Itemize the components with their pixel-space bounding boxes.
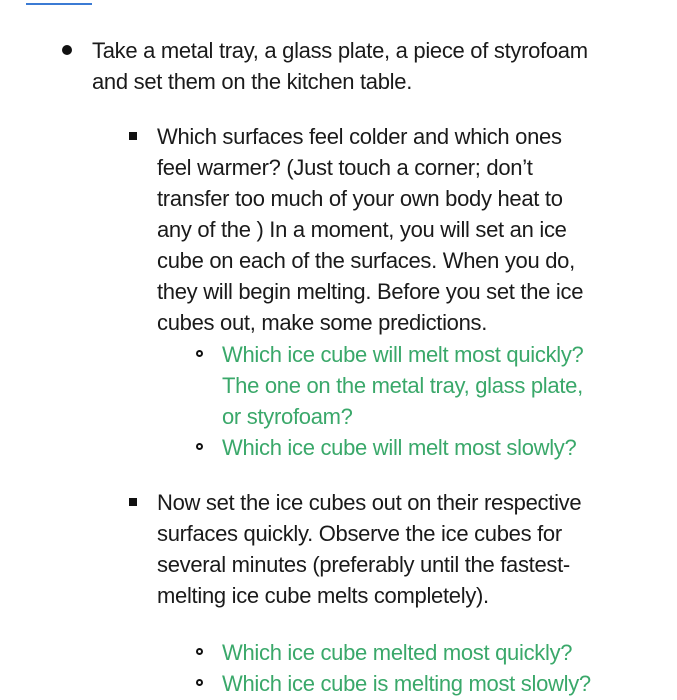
circle-bullet-icon xyxy=(196,350,203,357)
question1-sub1-line: The one on the metal tray, glass plate, xyxy=(222,373,583,398)
question1-sub2-line: Which ice cube will melt most slowly? xyxy=(222,435,577,460)
question1-line: any of the ) In a moment, you will set an ice xyxy=(157,217,567,242)
circle-bullet-icon xyxy=(196,648,203,655)
question2-line: Now set the ice cubes out on their respective xyxy=(157,490,582,515)
question2-sub1-line: Which ice cube melted most quickly? xyxy=(222,640,573,665)
level1-line: Take a metal tray, a glass plate, a piece of styrofoam xyxy=(92,38,588,63)
question1-line: Which surfaces feel colder and which ones xyxy=(157,124,562,149)
question1-sub1-line: Which ice cube will melt most quickly? xyxy=(222,342,584,367)
question1-line: cubes out, make some predictions. xyxy=(157,310,488,335)
question1-line: transfer too much of your own body heat to xyxy=(157,186,563,211)
level1-line: and set them on the kitchen table. xyxy=(92,69,413,94)
circle-bullet-icon xyxy=(196,443,203,450)
square-bullet-icon xyxy=(129,498,137,506)
question2-sub2-line: Which ice cube is melting most slowly? xyxy=(222,671,591,696)
question1-line: feel warmer? (Just touch a corner; don’t xyxy=(157,155,533,180)
question2-line: several minutes (preferably until the fastest- xyxy=(157,552,570,577)
question2-line: surfaces quickly. Observe the ice cubes for xyxy=(157,521,562,546)
disc-bullet-icon xyxy=(62,45,72,55)
question2-line: melting ice cube melts completely). xyxy=(157,583,489,608)
question1-sub1-line: or styrofoam? xyxy=(222,404,353,429)
circle-bullet-icon xyxy=(196,679,203,686)
question1-line: cube on each of the surfaces. When you do, xyxy=(157,248,575,273)
question1-line: they will begin melting. Before you set the ice xyxy=(157,279,584,304)
square-bullet-icon xyxy=(129,132,137,140)
top-divider xyxy=(26,3,92,5)
